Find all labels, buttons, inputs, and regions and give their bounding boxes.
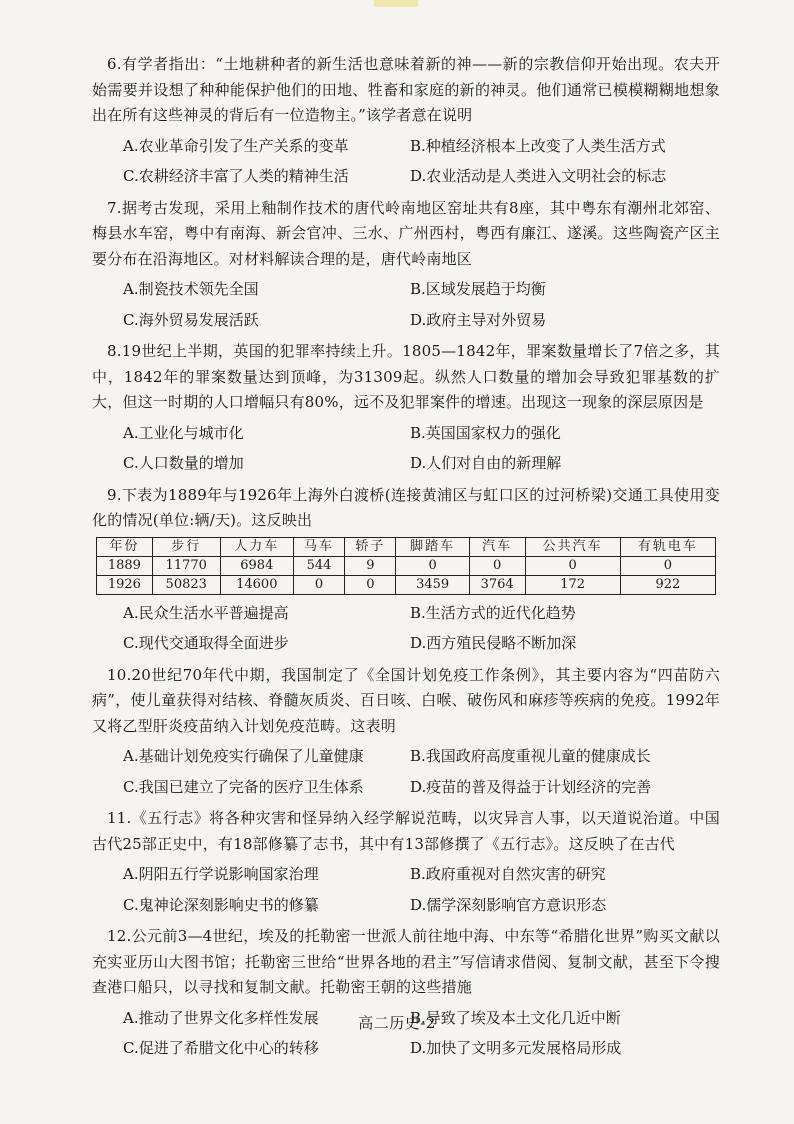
table-cell: 922 <box>620 575 715 594</box>
question-stem: 12.公元前3—4世纪，埃及的托勒密一世派人前往地中海、中东等“希腊化世界”购买文献以充实亚历山大图书馆；托勒密三世给“世界各地的君主”写信请求借阅、复制文献，甚至下令搜查港口船只，以寻找和复制文献。托勒密王朝的这些措施 <box>92 927 720 996</box>
option-d: D.儒学深刻影响官方意识形态 <box>410 895 607 914</box>
question-stem: 10.20世纪70年代中期，我国制定了《全国计划免疫工作条例》，其主要内容为“四苗防六病”，使儿童获得对结核、脊髓灰质炎、百日咳、白喉、破伤风和麻疹等疾病的免疫。1992年又将乙型肝炎疫苗纳入计划免疫范畴。这表明 <box>92 665 720 735</box>
table-cell: 0 <box>396 556 469 575</box>
table-cell: 3459 <box>396 575 469 594</box>
option-d: D.政府主导对外贸易 <box>410 310 547 329</box>
options <box>92 862 720 918</box>
option-c: C.我国已建立了完备的医疗卫生体系 <box>123 777 364 796</box>
option-d: D.人们对自由的新理解 <box>410 454 562 472</box>
question-stem: 6.有学者指出：“土地耕种者的新生活也意味着新的神——新的宗教信仰开始出现。农夫开始需要并设想了种种能保护他们的田地、牲畜和家庭的新的神灵。他们通常已模模糊糊地想象出在所有这些神灵的背后有一位造物主。”该学者意在说明 <box>92 55 720 124</box>
table-cell: 0 <box>525 556 620 575</box>
option-a: A.基础计划免疫实行确保了儿童健康 <box>123 747 364 765</box>
option-a: A.农业革命引发了生产关系的变革 <box>123 136 349 155</box>
page-footer: 高二历史-2 <box>358 1014 436 1032</box>
option-c: C.鬼神论深刻影响史书的修纂 <box>123 895 319 914</box>
table-cell: 3764 <box>469 575 525 594</box>
option-c: C.海外贸易发展活跃 <box>123 310 259 329</box>
table-cell: 1926 <box>97 575 153 594</box>
question-12 <box>92 924 720 1062</box>
table-cell: 1889 <box>97 556 153 575</box>
option-a: A.民众生活水平普遍提高 <box>123 603 289 622</box>
option-a: A.推动了世界文化多样性发展 <box>123 1008 319 1027</box>
option-d: D.农业活动是人类进入文明社会的标志 <box>410 167 667 185</box>
options <box>92 601 720 657</box>
table-header: 汽车 <box>469 537 525 556</box>
table-cell: 11770 <box>152 556 220 575</box>
table-cell: 172 <box>525 575 620 594</box>
table-header: 马车 <box>293 537 344 556</box>
table-header: 轿子 <box>345 537 396 556</box>
table-cell: 544 <box>293 556 344 575</box>
options <box>92 744 720 800</box>
question-7 <box>92 196 720 334</box>
exam-page <box>92 52 720 1068</box>
option-b: B.政府重视对自然灾害的研究 <box>410 865 606 883</box>
option-b: B.导致了埃及本土文化几近中断 <box>410 1008 621 1027</box>
table-header: 有轨电车 <box>620 537 715 556</box>
table-cell: 6984 <box>220 556 293 575</box>
table-cell: 0 <box>620 556 715 575</box>
question-stem: 8.19世纪上半期，英国的犯罪率持续上升。1805—1842年，罪案数量增长了7倍之多，其中，1842年的罪案数量达到顶峰，为31309起。纵然人口数量的增加会导致犯罪基数的扩大，但这一时期的人口增幅只有80%，远不及犯罪案件的增速。出现这一现象的深层原因是 <box>92 342 720 411</box>
table-cell: 50823 <box>152 575 220 594</box>
option-d: D.疫苗的普及得益于计划经济的完善 <box>410 777 652 796</box>
table-row <box>97 575 716 594</box>
table-cell: 0 <box>469 556 525 575</box>
option-c: C.现代交通取得全面进步 <box>123 634 289 652</box>
option-b: B.生活方式的近代化趋势 <box>410 603 576 622</box>
option-a: A.阴阳五行学说影响国家治理 <box>123 865 319 883</box>
table-cell: 0 <box>293 575 344 594</box>
question-11 <box>92 806 720 918</box>
table-header: 人力车 <box>220 537 293 556</box>
option-c: C.农耕经济丰富了人类的精神生活 <box>123 167 349 185</box>
table-cell: 0 <box>345 575 396 594</box>
question-stem: 11.《五行志》将各种灾害和怪异纳入经学解说范畴，以灾异言人事，以天道说治道。中国古代25部正史中，有18部修纂了志书，其中有13部修撰了《五行志》。这反映了在古代 <box>92 809 720 853</box>
question-6 <box>92 52 720 190</box>
option-a: A.工业化与城市化 <box>123 423 244 442</box>
question-8 <box>92 339 720 477</box>
table-header: 脚踏车 <box>396 537 469 556</box>
table-header: 步行 <box>152 537 220 556</box>
option-d: D.加快了文明多元发展格局形成 <box>410 1039 622 1057</box>
options <box>92 134 720 190</box>
option-c: C.促进了希腊文化中心的转移 <box>123 1039 319 1057</box>
option-b: B.种植经济根本上改变了人类生活方式 <box>410 136 666 155</box>
options <box>92 277 720 333</box>
option-b: B.区域发展趋于均衡 <box>410 280 546 298</box>
top-edge-mark <box>374 0 418 7</box>
table-cell: 14600 <box>220 575 293 594</box>
table-header: 公共汽车 <box>525 537 620 556</box>
option-b: B.英国国家权力的强化 <box>410 423 561 442</box>
option-d: D.西方殖民侵略不断加深 <box>410 634 577 652</box>
table-header: 年份 <box>97 537 153 556</box>
option-b: B.我国政府高度重视儿童的健康成长 <box>410 747 651 765</box>
table-cell: 9 <box>345 556 396 575</box>
question-stem: 7.据考古发现，采用上釉制作技术的唐代岭南地区窑址共有8座，其中粤东有潮州北郊窑、梅县水车窑，粤中有南海、新会官冲、三水、广州西村，粤西有廉江、遂溪。这些陶瓷产区主要分布在沿海地区。对材料解读合理的是，唐代岭南地区 <box>92 198 720 268</box>
traffic-table <box>96 537 716 595</box>
options <box>92 421 720 477</box>
table-row <box>97 556 716 575</box>
question-stem: 9.下表为1889年与1926年上海外白渡桥(连接黄浦区与虹口区的过河桥梁)交通工具使用变化的情况(单位:辆/天)。这反映出 <box>92 485 720 529</box>
question-9 <box>92 483 720 657</box>
table-header-row <box>97 537 716 556</box>
question-10 <box>92 663 720 801</box>
option-a: A.制瓷技术领先全国 <box>123 280 259 298</box>
option-c: C.人口数量的增加 <box>123 454 244 472</box>
